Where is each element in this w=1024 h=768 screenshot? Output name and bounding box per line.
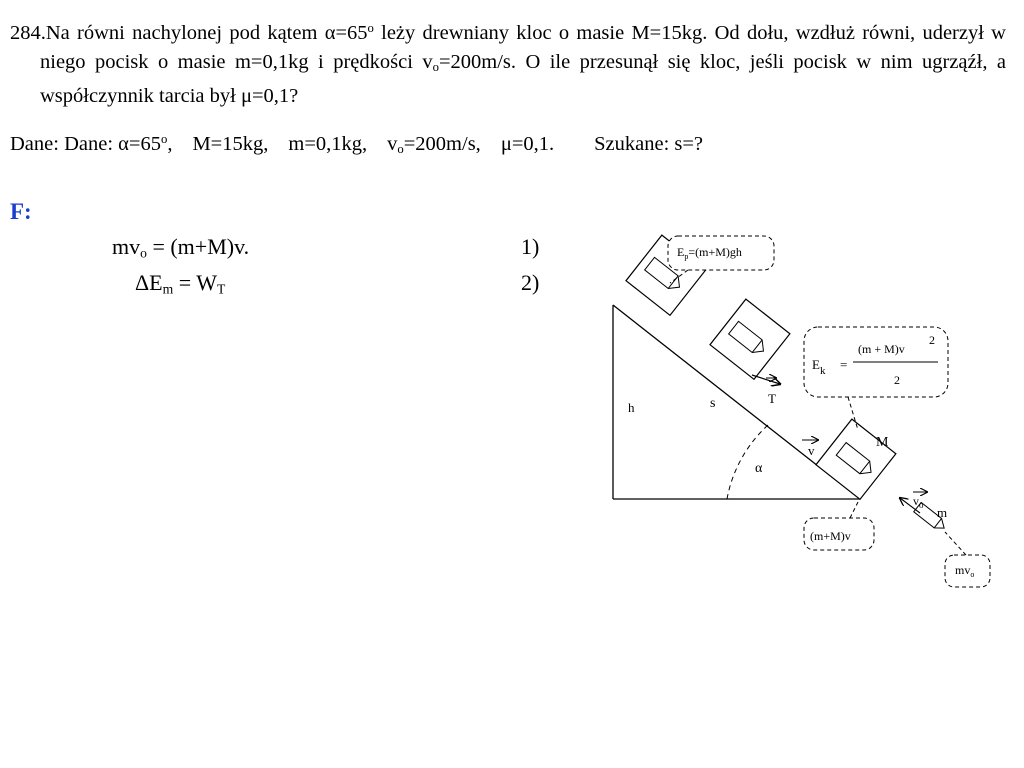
alpha-symbol: α [324,21,336,44]
svg-text:2: 2 [894,373,900,387]
svg-text:Ep=(m+M)gh: $E_p=(m+M)gh$ [677,245,742,261]
subscript-o: o [140,245,147,261]
problem-text: Na równi nachylonej pod kątem [45,21,325,44]
svg-text:Ek: $E_k$ [812,357,826,377]
eq-term: ΔE [135,270,163,295]
subscript-t: T [216,281,226,297]
eq-term: = (m+M)v. [146,234,250,259]
given-angle: =65 [128,132,161,155]
mu-symbol: μ [240,85,252,108]
friction-label: T [768,391,776,406]
equation-number-1: 1) [521,234,540,259]
given-mass-M: M=15kg, [192,132,269,155]
distance-label: s [710,396,716,411]
eq-term: mv [112,234,141,259]
svg-text:=: = [840,357,848,372]
equation-number-2: 2) [521,270,540,295]
eq-term: = W [173,270,217,295]
subscript-o: o [397,142,404,157]
degree-mark: o [160,132,168,146]
subscript-m: m [162,281,174,297]
degree-mark: o [367,21,374,35]
momentum-before-callout [945,532,990,587]
given-velocity: v [387,132,398,155]
problem-text: leży drewniany kloc o masie M=15kg. Od dołu, wzdłuż równi, uderzył w niego pocisk o masie m=0,1kg i prędkości v [40,21,1006,73]
block-middle [710,299,790,379]
svg-text:(m+M)v: (m+M)v [810,529,851,543]
problem-text: =0,1? [251,85,299,108]
subscript-o: o [432,60,439,75]
height-label: h [628,400,635,415]
svg-text:(m + M)v: (m + M)v [858,342,905,356]
alpha-symbol: α [118,132,129,155]
velocity-label: v [808,443,815,458]
problem-text: =200m/s. O ile przesunął się kloc, jeśli pocisk w nim ugrząźł, a współczynnik tarcia był [40,50,1006,108]
svg-text:mvo: $mv_o$ [955,563,975,579]
given-velocity-value: =200m/s, [403,132,481,155]
given-mass-m: m=0,1kg, [288,132,368,155]
given-friction: =0,1. [511,132,555,155]
problem-text: =65 [335,21,368,44]
alpha-label: α [755,461,763,476]
momentum-after-callout [804,502,874,550]
kinetic-energy-callout [804,327,948,430]
svg-text:2: 2 [929,333,935,347]
mass-m-label: m [937,505,948,520]
mu-symbol: μ [500,132,512,155]
block-bottom [816,419,896,499]
formulas-label: F: [10,199,32,224]
given-prefix: Dane: Dane: [10,132,119,155]
sought-value: Szukane: s=? [594,132,704,155]
mass-M-label: M [876,435,889,450]
friction-arrow [752,375,780,384]
vo-label: $v_o$ [913,494,924,510]
problem-number: 284. [10,21,46,44]
separator: , [167,132,173,155]
